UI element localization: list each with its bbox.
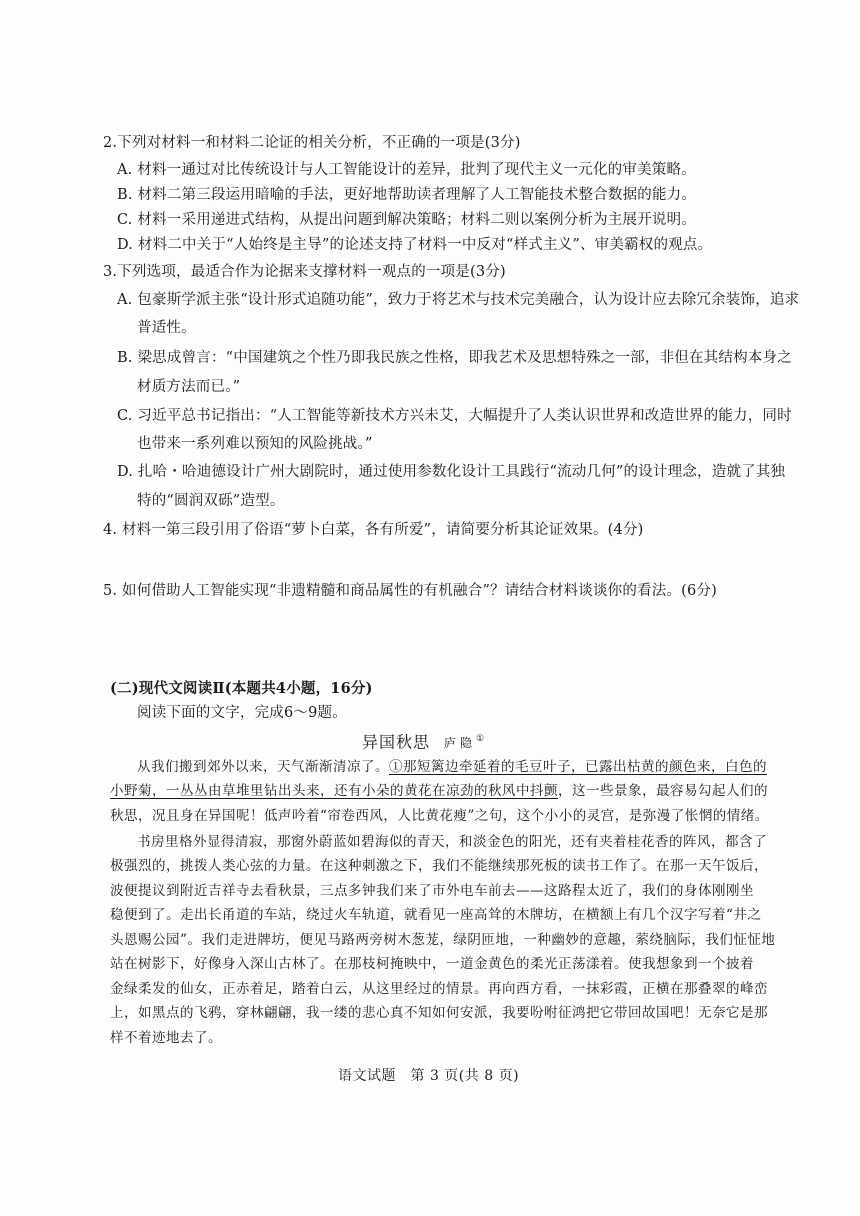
q2-option-b: B. 材料二第三段运用暗喻的手法，更好地帮助读者理解了人工智能技术整合数据的能力。 — [117, 187, 697, 203]
footnote-mark: ① — [476, 734, 486, 744]
passage-p2-line2: 极强烈的，挑拨人类心弦的力量。在这种刺激之下，我们不能继续那死板的读书工作了。在那一天午饭后， — [110, 858, 768, 874]
passage-p2-line1: 书房里格外显得清寂，那窗外蔚蓝如碧海似的青天，和淡金色的阳光，还有夹着桂花香的阵风，都含了 — [137, 834, 767, 850]
q3-option-a: A. 包豪斯学派主张“设计形式追随功能”，致力于将艺术与技术完美融合，认为设计应去除冗余装饰，追求 — [117, 292, 800, 308]
passage-p2-line5: 头恩赐公园”。我们走进牌坊，便见马路两旁树木葱茏，绿阴匝地，一种幽妙的意趣，萦绕脑际，我们怔怔地 — [110, 932, 776, 948]
passage-author: 庐隐 — [444, 736, 477, 751]
q3-option-b-cont: 材质方法而已。” — [137, 379, 241, 395]
passage-p2-line3: 波便提议到附近吉祥寺去看秋景，三点多钟我们来了市外电车前去——这路程太近了，我们的身体刚刚坐 — [110, 883, 754, 899]
section-heading: (二)现代文阅读Ⅱ(本题共4小题，16分) — [110, 680, 373, 697]
passage-title-line — [362, 729, 485, 753]
passage-title: 异国秋思 — [362, 732, 431, 752]
q2-option-c: C. 材料一采用递进式结构，从提出问题到解决策略；材料二则以案例分析为主展开说明。 — [117, 212, 696, 228]
q5-stem: 5. 如何借助人工智能实现“非遗精髓和商品属性的有机融合”？请结合材料谈谈你的看法。(6分) — [103, 583, 718, 599]
q3-option-c: C. 习近平总书记指出：“人工智能等新技术方兴未艾，大幅提升了人类认识世界和改造世界的能力，同时 — [117, 408, 792, 424]
q3-option-d-cont: 特的“圆润双砾”造型。 — [137, 493, 285, 509]
q3-option-c-cont: 也带来一系列难以预知的风险挑战。” — [137, 436, 373, 452]
page-footer: 语文试题 第 3 页(共 8 页) — [338, 1068, 520, 1084]
q2-stem: 2.下列对材料一和材料二论证的相关分析，不正确的一项是(3分) — [103, 135, 521, 151]
passage-p2-line7: 金绿柔发的仙女，正赤着足，踏着白云，从这里经过的情景。再向西方看，一抹彩霞，正横在那叠翠的峰峦 — [110, 981, 768, 997]
passage-p2-line4: 稳便到了。走出长甬道的车站，绕过火车轨道，就看见一座高耸的木牌坊，在横额上有几个汉字写着“井之 — [110, 907, 762, 923]
q3-stem: 3.下列选项，最适合作为论据来支撑材料一观点的一项是(3分) — [103, 264, 506, 280]
section-instruction: 阅读下面的文字，完成6～9题。 — [137, 705, 347, 721]
passage-p1-line1: 从我们搬到郊外以来，天气渐渐清凉了。①那短篱边牵延着的毛豆叶子，已露出枯黄的颜色来，白色的 — [137, 759, 767, 775]
q2-option-d: D. 材料二中关于“人始终是主导”的论述支持了材料一中反对“样式主义”、审美霸权的观点。 — [117, 237, 713, 253]
passage-p2-line9: 样不着迹地去了。 — [110, 1030, 222, 1046]
underlined-sentence: ①那短篱边牵延着的毛豆叶子，已露出枯黄的颜色来，白色的 — [389, 759, 767, 775]
q2-option-a: A. 材料一通过对比传统设计与人工智能设计的差异，批判了现代主义一元化的审美策略。 — [117, 162, 696, 178]
q4-stem: 4. 材料一第三段引用了俗语“萝卜白菜，各有所爱”，请简要分析其论证效果。(4分) — [103, 522, 644, 538]
passage-p1-line3: 秋思，况且身在异国呢！低声吟着“帘卷西风，人比黄花瘦”之句，这个小小的灵宫，是弥漫了怅惘的情绪。 — [110, 808, 769, 824]
passage-p1-line2: 小野菊，一丛丛由草堆里钻出头来，还有小朵的黄花在凉劲的秋风中抖颤，这一些景象，最容易勾起人们的 — [110, 783, 768, 799]
underlined-sentence-cont: 小野菊，一丛丛由草堆里钻出头来，还有小朵的黄花在凉劲的秋风中抖颤 — [110, 783, 558, 799]
passage-p2-line8: 上，如黑点的飞鸦，穿林翩翩，我一缕的悲心真不知如何安派，我要吩咐征鸿把它带回故国吧！无奈它是那 — [110, 1005, 768, 1021]
q3-option-d: D. 扎哈・哈迪德设计广州大剧院时，通过使用参数化设计工具践行“流动几何”的设计理念，造就了其独 — [117, 464, 786, 480]
passage-p2-line6: 站在树影下，好像身入深山古林了。在那枝柯掩映中，一道金黄色的柔光正荡漾着。使我想象到一个披着 — [110, 956, 754, 972]
q3-option-a-cont: 普适性。 — [137, 320, 196, 336]
q3-option-b: B. 梁思成曾言：“中国建筑之个性乃即我民族之性格，即我艺术及思想特殊之一部，非但在其结构本身之 — [117, 350, 792, 366]
